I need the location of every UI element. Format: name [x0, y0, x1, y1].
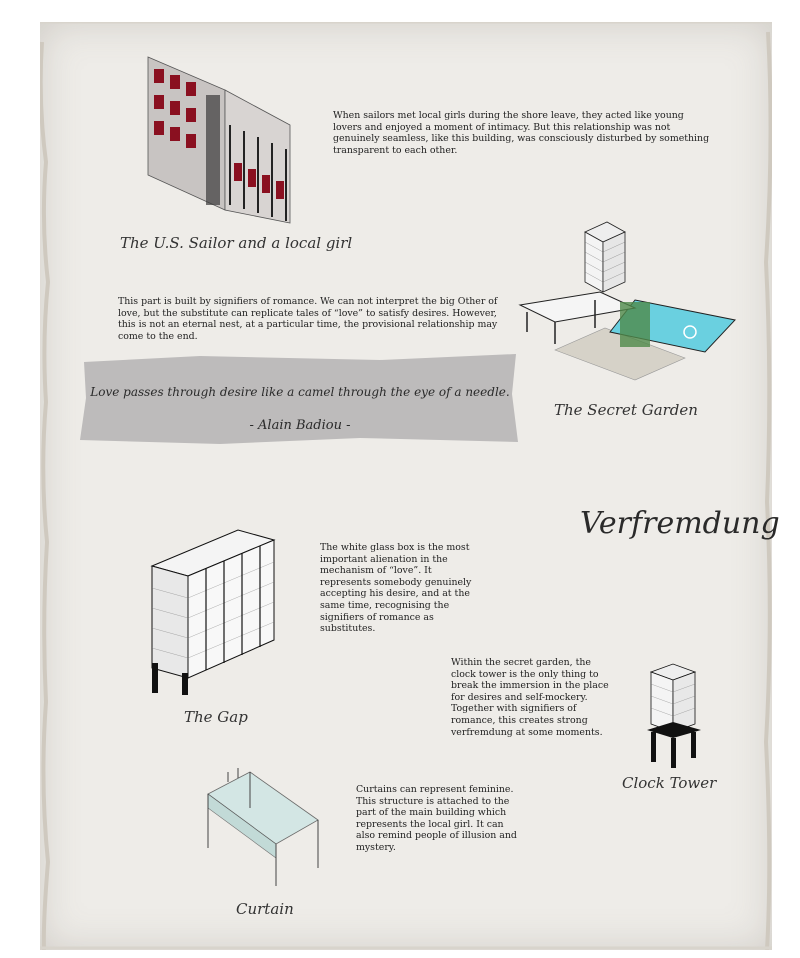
secret-garden-drawing — [515, 220, 745, 390]
verfremdung-title: Verfremdung — [580, 506, 780, 541]
gap-glass-box-drawing — [148, 528, 278, 698]
curtain-drawing — [198, 768, 323, 888]
curtain-description: Curtains can represent feminine. This structure is attached to the part of the main building which represents the local girl. It can also remind people of illusion and mystery. — [356, 784, 517, 853]
secret-garden-caption: The Secret Garden — [554, 401, 698, 419]
curtain-caption: Curtain — [236, 900, 294, 918]
quote-text: Love passes through desire like a camel through the eye of a needle. — [90, 385, 510, 399]
sailor-caption: The U.S. Sailor and a local girl — [120, 234, 353, 252]
romance-description: This part is built by signifiers of romance. We can not interpret the big Other of love, but the substitute can replicate tales of “love” to satisfy desires. However, this is not an eternal nest, at a particular time, the provisional relationship may come to the end. — [118, 296, 498, 342]
sailor-building-drawing — [140, 55, 300, 230]
sailor-description: When sailors met local girls during the shore leave, they acted like young lovers and enjoyed a moment of intimacy. But this relationship was not genuinely seamless, like this building, was consciously disturbed by something transparent to each other. — [333, 110, 710, 156]
clock-description: Within the secret garden, the clock tower is the only thing to break the immersion in the place for desires and self-mockery. Together with signifiers of romance, this creates strong verfremdung at some moments. — [451, 657, 609, 738]
clock-tower-caption: Clock Tower — [622, 774, 717, 792]
clock-tower-drawing — [645, 660, 705, 770]
gap-description: The white glass box is the most important alienation in the mechanism of “love”. It represents somebody genuinely accepting his desire, and at the same time, recognising the signifiers of romance as substitutes. — [320, 542, 472, 635]
gap-caption: The Gap — [184, 708, 248, 726]
quote-author: - Alain Badiou - — [249, 418, 351, 433]
